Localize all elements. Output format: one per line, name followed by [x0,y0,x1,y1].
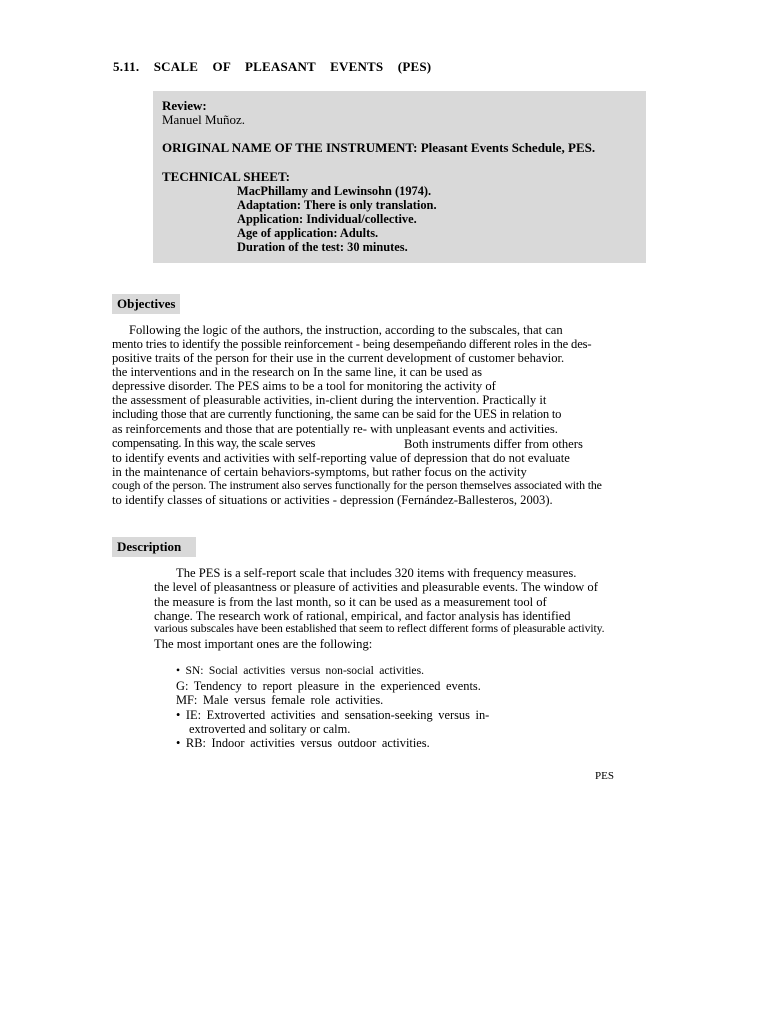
objectives-line: mento tries to identify the possible reinforcement - being desempeñando different roles in the des- [112,337,592,351]
objectives-line: positive traits of the person for their use in the current development of customer behavior. [112,351,565,365]
objectives-line: compensating. In this way, the scale serves [112,436,316,450]
technical-item: Age of application: Adults. [237,226,379,240]
review-label: Review: [162,98,207,113]
description-line: the measure is from the last month, so it can be used as a measurement tool of [154,595,547,609]
reviewer-name: Manuel Muñoz. [162,112,246,127]
section-number: 5.11. [113,59,140,74]
footer-tag: PES [595,770,614,782]
objectives-line: to identify events and activities with self-reporting value of depression that do not evaluate [112,451,570,465]
list-item: • RB: Indoor activities versus outdoor activities. [176,736,430,750]
objectives-line: Both instruments differ from others [404,437,583,451]
objectives-label: Objectives [112,294,180,314]
objectives-line: the assessment of pleasurable activities, in-client during the intervention. Practically it [112,393,547,407]
description-line: The PES is a self-report scale that includes 320 items with frequency measures. [176,566,577,580]
objectives-line: as reinforcements and those that are potentially re- with unpleasant events and activities. [112,422,558,436]
objectives-line: depressive disorder. The PES aims to be a tool for monitoring the activity of [112,379,496,393]
instrument-info-box [153,91,646,263]
list-item: • IE: Extroverted activities and sensation-seeking versus in- [176,708,490,722]
section-title: SCALE OF PLEASANT EVENTS (PES) [153,59,432,74]
description-line: the level of pleasantness or pleasure of activities and pleasurable events. The window of [154,580,598,594]
technical-item: MacPhillamy and Lewinsohn (1974). [237,184,432,198]
description-line: change. The research work of rational, empirical, and factor analysis has identified [154,609,571,623]
list-item: MF: Male versus female role activities. [176,693,384,707]
objectives-line: cough of the person. The instrument also serves functionally for the person themselves associated with the [112,478,602,492]
section-heading [113,59,431,75]
objectives-line: Following the logic of the authors, the instruction, according to the subscales, that can [129,323,563,337]
list-item: G: Tendency to report pleasure in the experienced events. [176,679,481,693]
objectives-line: the interventions and in the research on In the same line, it can be used as [112,365,482,379]
objectives-line: to identify classes of situations or activities - depression (Fernández-Ballesteros, 2003). [112,493,553,507]
description-line: various subscales have been established that seem to reflect different forms of pleasurable activity. [154,622,605,635]
objectives-line: including those that are currently functioning, the same can be said for the UES in relation to [112,407,562,421]
original-name: ORIGINAL NAME OF THE INSTRUMENT: Pleasant Events Schedule, PES. [162,140,596,155]
list-item: • SN: Social activities versus non-social activities. [176,664,424,677]
description-line: The most important ones are the following: [154,637,373,651]
technical-item: Adaptation: There is only translation. [237,198,437,212]
objectives-line: in the maintenance of certain behaviors-symptoms, but rather focus on the activity [112,465,527,479]
technical-item: Duration of the test: 30 minutes. [237,240,408,254]
description-label: Description [112,537,196,557]
technical-item: Application: Individual/collective. [237,212,417,226]
technical-sheet-label: TECHNICAL SHEET: [162,169,290,184]
list-item: extroverted and solitary or calm. [189,722,351,736]
